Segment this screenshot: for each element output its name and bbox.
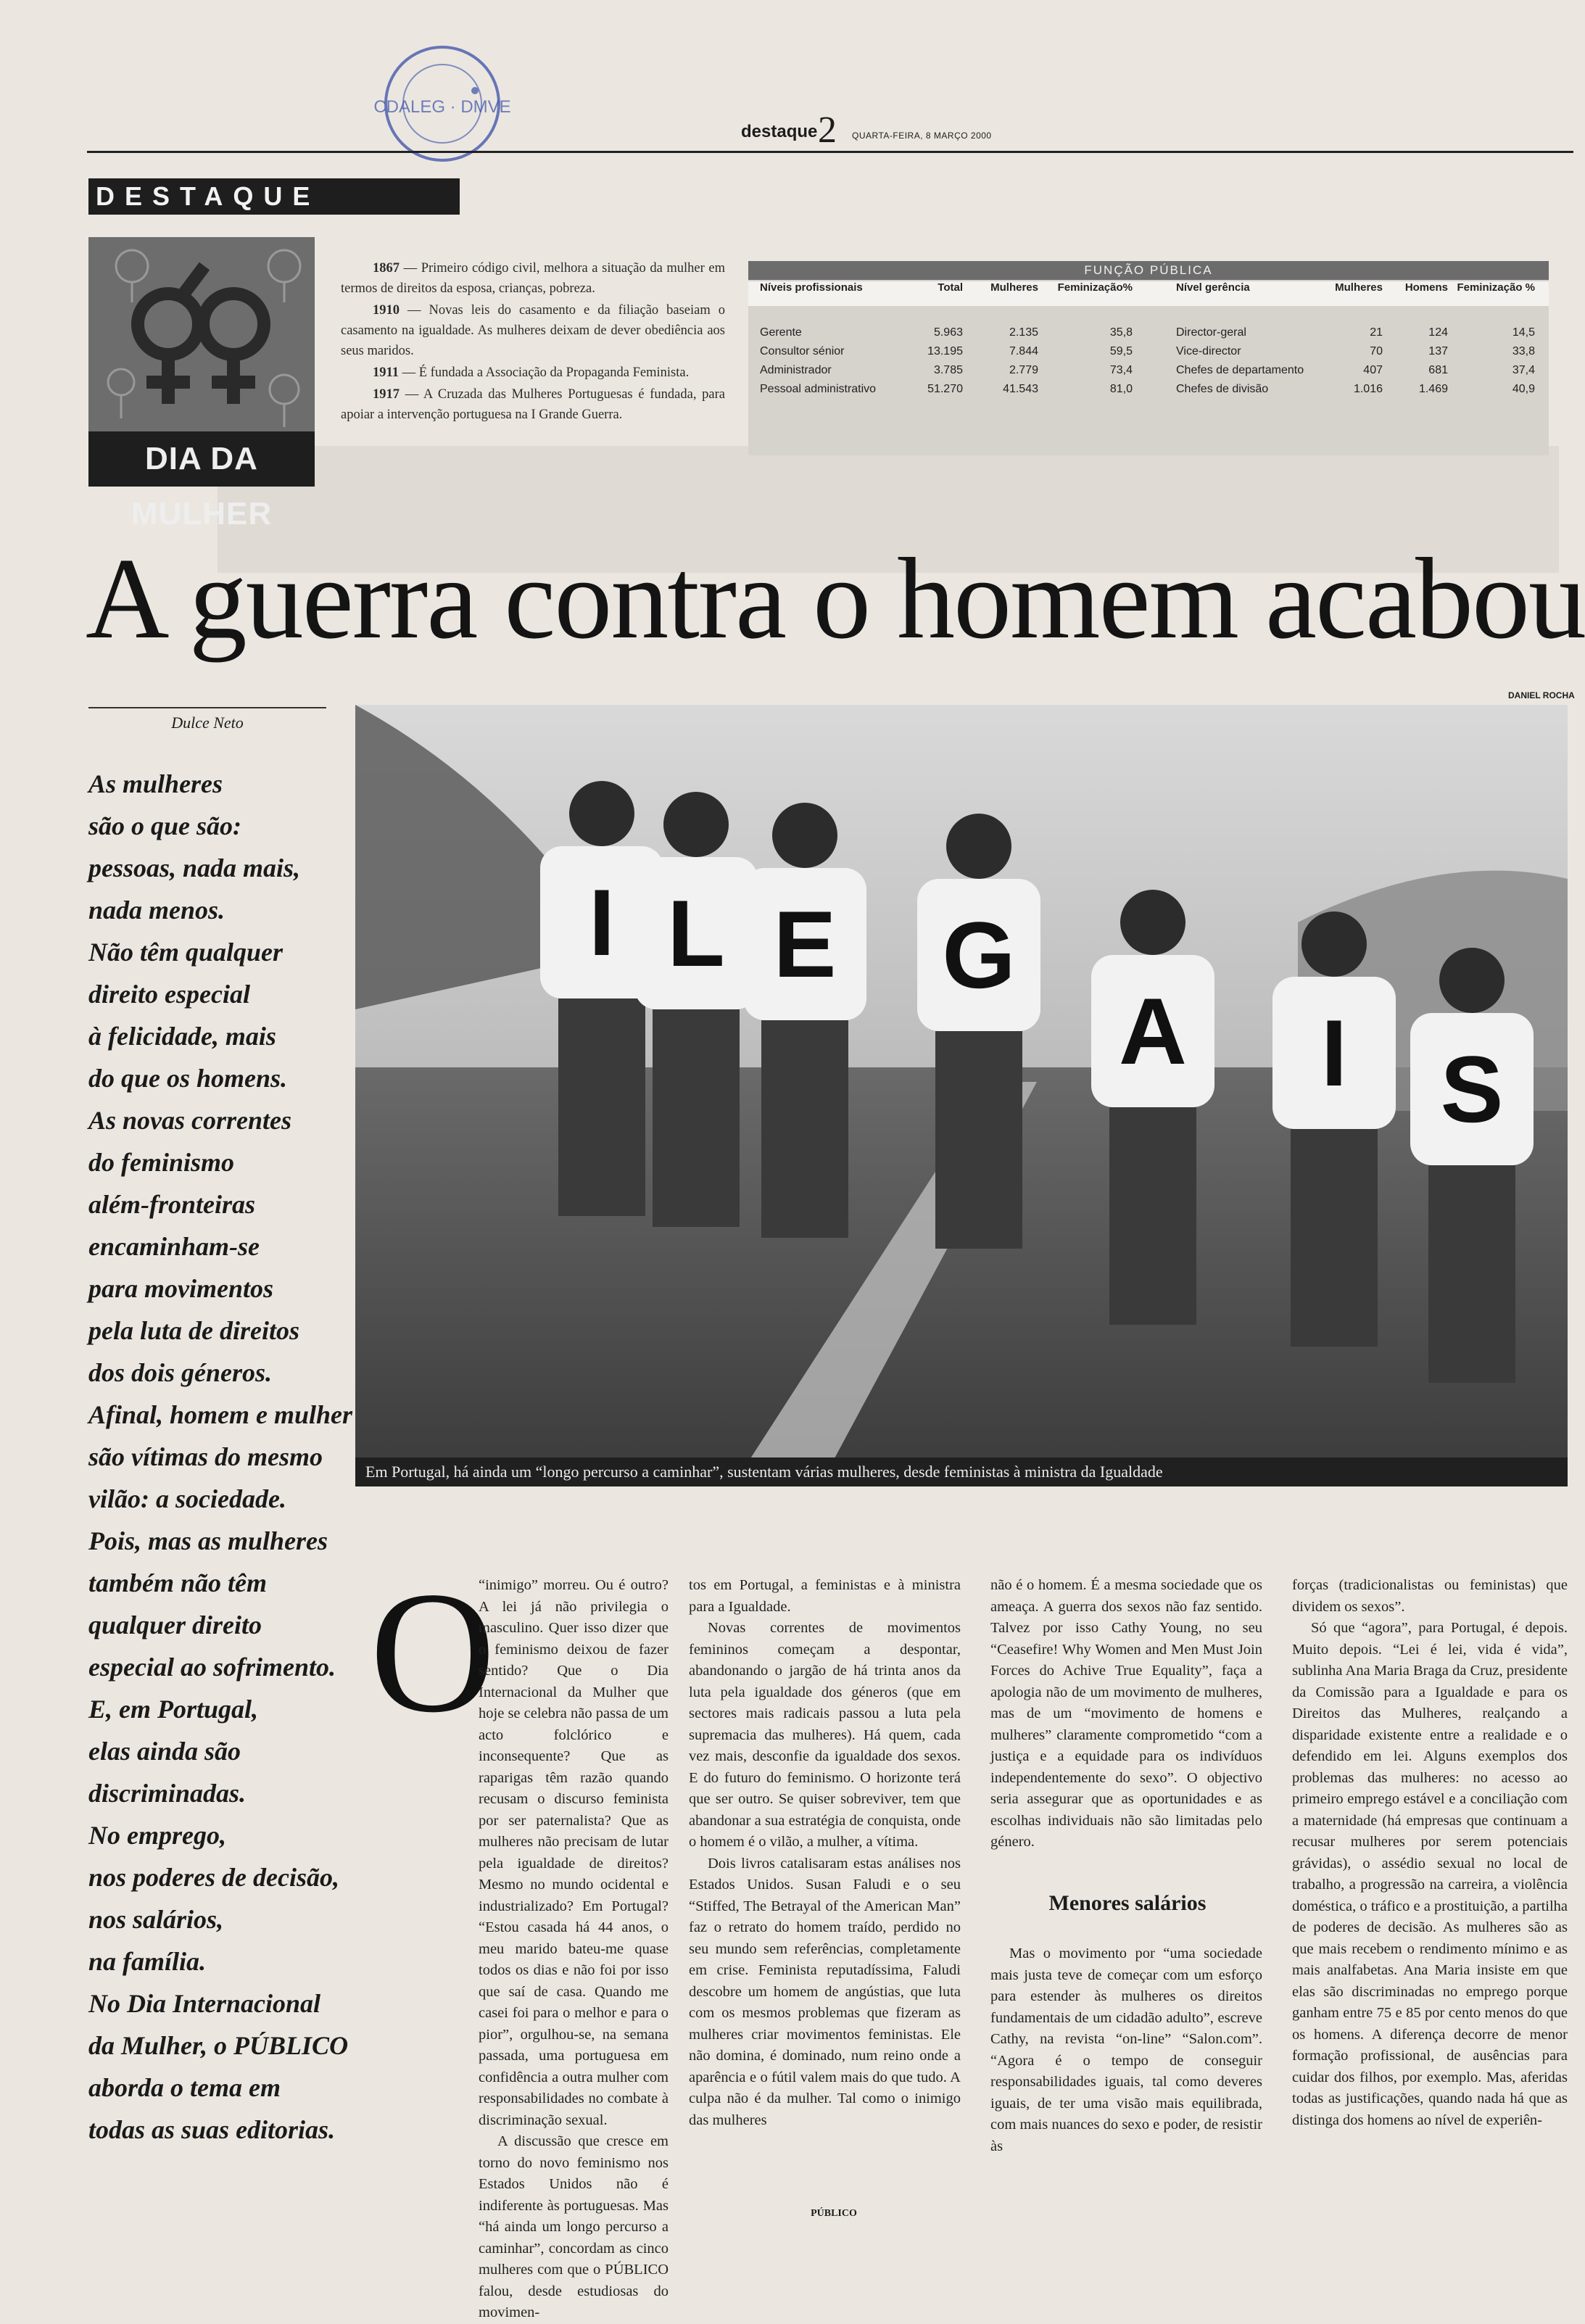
lede-line: para movimentos bbox=[88, 1274, 274, 1303]
lede-line: na família. bbox=[88, 1947, 207, 1976]
lede-line: vilão: a sociedade. bbox=[88, 1484, 286, 1513]
table-cell: Vice-director bbox=[1176, 345, 1241, 357]
dia-da-mulher-box bbox=[88, 237, 315, 532]
table-cell: 2.135 bbox=[1009, 326, 1038, 339]
lede-line: elas ainda são bbox=[88, 1737, 241, 1766]
table-cell: 51.270 bbox=[927, 383, 963, 395]
lede-line: do que os homens. bbox=[88, 1064, 288, 1093]
lede-line: As novas correntes bbox=[88, 1106, 292, 1135]
female-symbols-icon bbox=[88, 237, 315, 431]
table-cell: 3.785 bbox=[933, 364, 963, 376]
lede-line: direito especial bbox=[88, 980, 250, 1009]
table-body bbox=[748, 323, 1549, 403]
shirt-letter: I bbox=[588, 869, 616, 975]
funcao-publica-table bbox=[748, 261, 1549, 455]
table-cell: 2.779 bbox=[1009, 364, 1038, 376]
lede-line: Pois, mas as mulheres bbox=[88, 1526, 328, 1555]
subhead: Menores salários bbox=[1048, 1891, 1207, 1915]
article-column-3b: Mas o movimento por “uma sociedade mais justa teve de começar com um esforço para estender às mulheres os direitos fundamentais de um cidadão adulto”, escreve Cathy, na revista “on-line” “Salon.com”. “Agora é o tempo de conseguir responsabilidades iguais, tal como deveres iguais, de ter uma visão mais equilibrada, com mais nuances do sexo e poder, de resistir às bbox=[990, 1945, 1262, 2154]
table-cell: 21 bbox=[1370, 326, 1383, 339]
table-cell: 35,8 bbox=[1109, 326, 1133, 339]
table-cell: 407 bbox=[1363, 364, 1383, 376]
table-cell: Chefes de divisão bbox=[1176, 383, 1269, 395]
table-cell: 7.844 bbox=[1009, 345, 1038, 357]
table-cell: 14,5 bbox=[1512, 326, 1535, 339]
lede-line: E, em Portugal, bbox=[88, 1695, 259, 1724]
table-cell: Consultor sénior bbox=[760, 345, 845, 357]
table-cell: 70 bbox=[1370, 345, 1383, 357]
lede-line: além-fronteiras bbox=[88, 1190, 255, 1219]
lede-line: são vítimas do mesmo bbox=[88, 1442, 323, 1471]
shirt-letter: L bbox=[667, 880, 725, 986]
table-cell: 59,5 bbox=[1109, 345, 1133, 357]
lede-line: dos dois géneros. bbox=[88, 1358, 273, 1387]
lede-text bbox=[88, 763, 353, 2151]
lede-line: especial ao sofrimento. bbox=[88, 1653, 336, 1682]
timeline-entry: 1910 — Novas leis do casamento e da filiação baseiam o casamento na igualdade. As mulheres deixam de dever obediência aos seus maridos. bbox=[341, 303, 725, 358]
shirt-letter: S bbox=[1440, 1036, 1504, 1142]
timeline-entry: 1917 — A Cruzada das Mulheres Portuguesas é fundada, para apoiar a intervenção portuguesa na I Grande Guerra. bbox=[341, 387, 725, 422]
lede-line: todas as suas editorias. bbox=[88, 2115, 336, 2144]
table-cell: Chefes de departamento bbox=[1176, 364, 1304, 376]
destaque-banner: DESTAQUE bbox=[88, 178, 460, 215]
table-cell: 41.543 bbox=[1003, 383, 1038, 395]
lede-line: pela luta de direitos bbox=[88, 1316, 299, 1345]
lede-line: também não têm bbox=[88, 1568, 267, 1597]
section-name: destaque bbox=[741, 122, 818, 141]
article-column-4: forças (tradicionalistas ou feministas) que dividem os sexos”. Só que “agora”, para Portugal, é depois. Muito depois. “Lei é lei, vida é vida”, sublinha Ana Maria Braga da Cruz, presidente da Comissão para a Igualdade e para os Direitos das Mulheres, realçando a disparidade existente entre a realidade e o defendido em lei. Alguns exemplos dos problemas das mulheres: no acesso ao primeiro emprego estável e a conciliação com a maternidade (há empresas que continuam a recusar mulheres por serem potenciais grávidas), o assédio sexual no local de trabalho, a progressão na carreira, a violência doméstica, o tráfico e a prostituição, a partilha de poderes de decisão. As mulheres são as que mais recebem o rendimento mínimo e as mais analfabetas. Ana Maria insiste em que elas são discriminadas no emprego porque ganham entre 75 e 85 por cento menos do que os homens. A diferença decorre de menor formação profissional, de ausências para cuidar dos filhos, por exemplo. Mas, aferidas todas as justificações, quando nada há que as distinga dos homens ao nível de experiên- bbox=[1292, 1577, 1568, 2128]
lede-line: são o que são: bbox=[88, 811, 242, 840]
lede-line: encaminham-se bbox=[88, 1232, 260, 1261]
lede-line: pessoas, nada mais, bbox=[88, 853, 301, 882]
lede-line: do feminismo bbox=[88, 1148, 235, 1177]
shirt-letter: E bbox=[773, 891, 837, 997]
lede-line: No emprego, bbox=[88, 1821, 226, 1850]
table-cell: 1.016 bbox=[1353, 383, 1383, 395]
table-title: FUNÇÃO PÚBLICA bbox=[748, 261, 1549, 280]
lede-line: Afinal, homem e mulher bbox=[88, 1400, 353, 1429]
table-cell: 1.469 bbox=[1418, 383, 1448, 395]
lede-line: aborda o tema em bbox=[88, 2073, 281, 2102]
page-number: 2 bbox=[818, 109, 837, 151]
table-cell: 40,9 bbox=[1512, 383, 1535, 395]
lede-line: à felicidade, mais bbox=[88, 1022, 276, 1051]
table-cell: 33,8 bbox=[1512, 345, 1535, 357]
table-cell: Gerente bbox=[760, 326, 802, 339]
table-cell: 73,4 bbox=[1109, 364, 1133, 376]
shirt-letter: G bbox=[942, 902, 1016, 1008]
photo-credit: DANIEL ROCHA bbox=[1508, 690, 1575, 700]
lede-line: nada menos. bbox=[88, 896, 225, 925]
shirt-letter: I bbox=[1320, 1000, 1348, 1106]
photo-illustration bbox=[355, 705, 1568, 1486]
stamp-text: CDALEG · DMVE bbox=[373, 97, 511, 117]
timeline-entry: 1867 — Primeiro código civil, melhora a situação da mulher em termos de direitos da esposa, crianças, pobreza. bbox=[341, 261, 725, 296]
headline: A guerra contra o homem acabou bbox=[86, 534, 1585, 663]
drop-cap: O bbox=[370, 1555, 496, 1748]
lede-line: No Dia Internacional bbox=[88, 1989, 321, 2018]
table-cell: 13.195 bbox=[927, 345, 963, 357]
table-cell: Administrador bbox=[760, 364, 832, 376]
lede-line: Não têm qualquer bbox=[88, 938, 284, 967]
article-column-1: “inimigo” morreu. Ou é outro? A lei já não privilegia o masculino. Quer isso dizer que o feminismo deixou de fazer sentido? Que o Dia Internacional da Mulher que hoje se celebra não passa de um acto folclórico e inconsequente? Que as raparigas têm razão quando recusam o discurso feminista por ser paternalista? Que as mulheres não precisam de lutar pela igualdade de direitos? Mesmo no mundo ocidental e industrializado? Em Portugal? “Estou casada há 44 anos, o meu marido bateu-me quase todos os dias e não foi por isso que saí de casa. Quando me casei foi para o melhor e para o pior”, orgulhou-se, na semana passada, uma portuguesa em confidência a outra mulher com responsabilidades no combate à discriminação sexual. A discussão que cresce em torno do novo feminismo nos Estados Unidos não é indiferente às portuguesas. Mas “há ainda um longo percurso a caminhar”, concordam as cinco mulheres com que o PÚBLICO falou, desde estudiosas do movimen- bbox=[479, 1577, 669, 2320]
issue-date: QUARTA-FEIRA, 8 MARÇO 2000 bbox=[852, 131, 992, 141]
article-column-2: tos em Portugal, a feministas e à ministra para a Igualdade. Novas correntes de movimentos femininos começam a despontar, abandonando o jargão de há trinta anos da luta pela igualdade dos géneros (que em sectores mais radicais passou a luta pela supremacia das mulheres). Há quem, cada vez mais, desconfie da igualdade dos sexos. E do futuro do feminismo. O horizonte terá que ser outro. Se quiser sobreviver, tem que abandonar a sua estratégia de conquista, onde o homem é o vilão, a mulher, a vítima. Dois livros catalisaram estas análises nos Estados Unidos. Susan Faludi e o seu “Stiffed, The Betrayal of the American Man” faz o retrato do homem traído, perdido no seu mundo sem referências, completamente em crise. Feminista reputadíssima, Faludi descobre um homem de angústias, que luta com os mesmos problemas que fizeram as mulheres criar movimentos feministas. Ele não domina, é dominado, num reino onde a aparência e o fútil valem mais do que tudo. A culpa não é da mulher. Tal como o inimigo das mulheres bbox=[689, 1577, 961, 2128]
dia-da-mulher-label: DIA DA MULHER bbox=[88, 431, 315, 487]
lede-line: As mulheres bbox=[88, 769, 223, 798]
table-cell: 37,4 bbox=[1512, 364, 1535, 376]
byline-rule bbox=[88, 707, 326, 708]
table-cell: 137 bbox=[1428, 345, 1448, 357]
lede-line: qualquer direito bbox=[88, 1610, 262, 1639]
table-cell: Director-geral bbox=[1176, 326, 1246, 339]
table-cell: 681 bbox=[1428, 364, 1448, 376]
article-column-3: não é o homem. É a mesma sociedade que os ameaça. A guerra dos sexos não faz sentido. Talvez por isso Cathy Young, no seu “Ceasefire! Why Women and Men Must Join Forces do Achive True Equality”, faça a apologia não de um movimento de mulheres, mas de um “movimento de homens e mulheres” claramente comprometido “com a justiça e a equidade para os indivíduos independentemente do sexo”. O objectivo seria assegurar que as oportunidades e as escolhas individuais não são limitadas pelo género. bbox=[990, 1577, 1262, 1850]
table-cell: Pessoal administrativo bbox=[760, 383, 877, 395]
table-header-row: Níveis profissionais Total Mulheres Feminização% Nível gerência Mulheres Homens Feminização % bbox=[748, 281, 1549, 306]
photo-caption: Em Portugal, há ainda um “longo percurso a caminhar”, sustentam várias mulheres, desde feministas à ministra da Igualdade bbox=[355, 1457, 1568, 1486]
lede-line: discriminadas. bbox=[88, 1779, 247, 1808]
history-timeline bbox=[341, 258, 725, 426]
table-cell: 124 bbox=[1428, 326, 1448, 339]
lede-line: nos poderes de decisão, bbox=[88, 1863, 339, 1892]
table-cell: 5.963 bbox=[933, 326, 963, 339]
lede-line: da Mulher, o PÚBLICO bbox=[88, 2031, 349, 2060]
march-photo bbox=[355, 705, 1568, 1486]
shirt-letter: A bbox=[1119, 978, 1187, 1084]
library-stamp bbox=[370, 40, 515, 163]
timeline-entry: 1911 — É fundada a Associação da Propaganda Feminista. bbox=[373, 365, 690, 380]
lede-line: nos salários, bbox=[88, 1905, 224, 1934]
table-cell: 81,0 bbox=[1109, 383, 1133, 395]
footer-logo: PÚBLICO bbox=[811, 2208, 857, 2219]
byline: Dulce Neto bbox=[171, 714, 244, 732]
